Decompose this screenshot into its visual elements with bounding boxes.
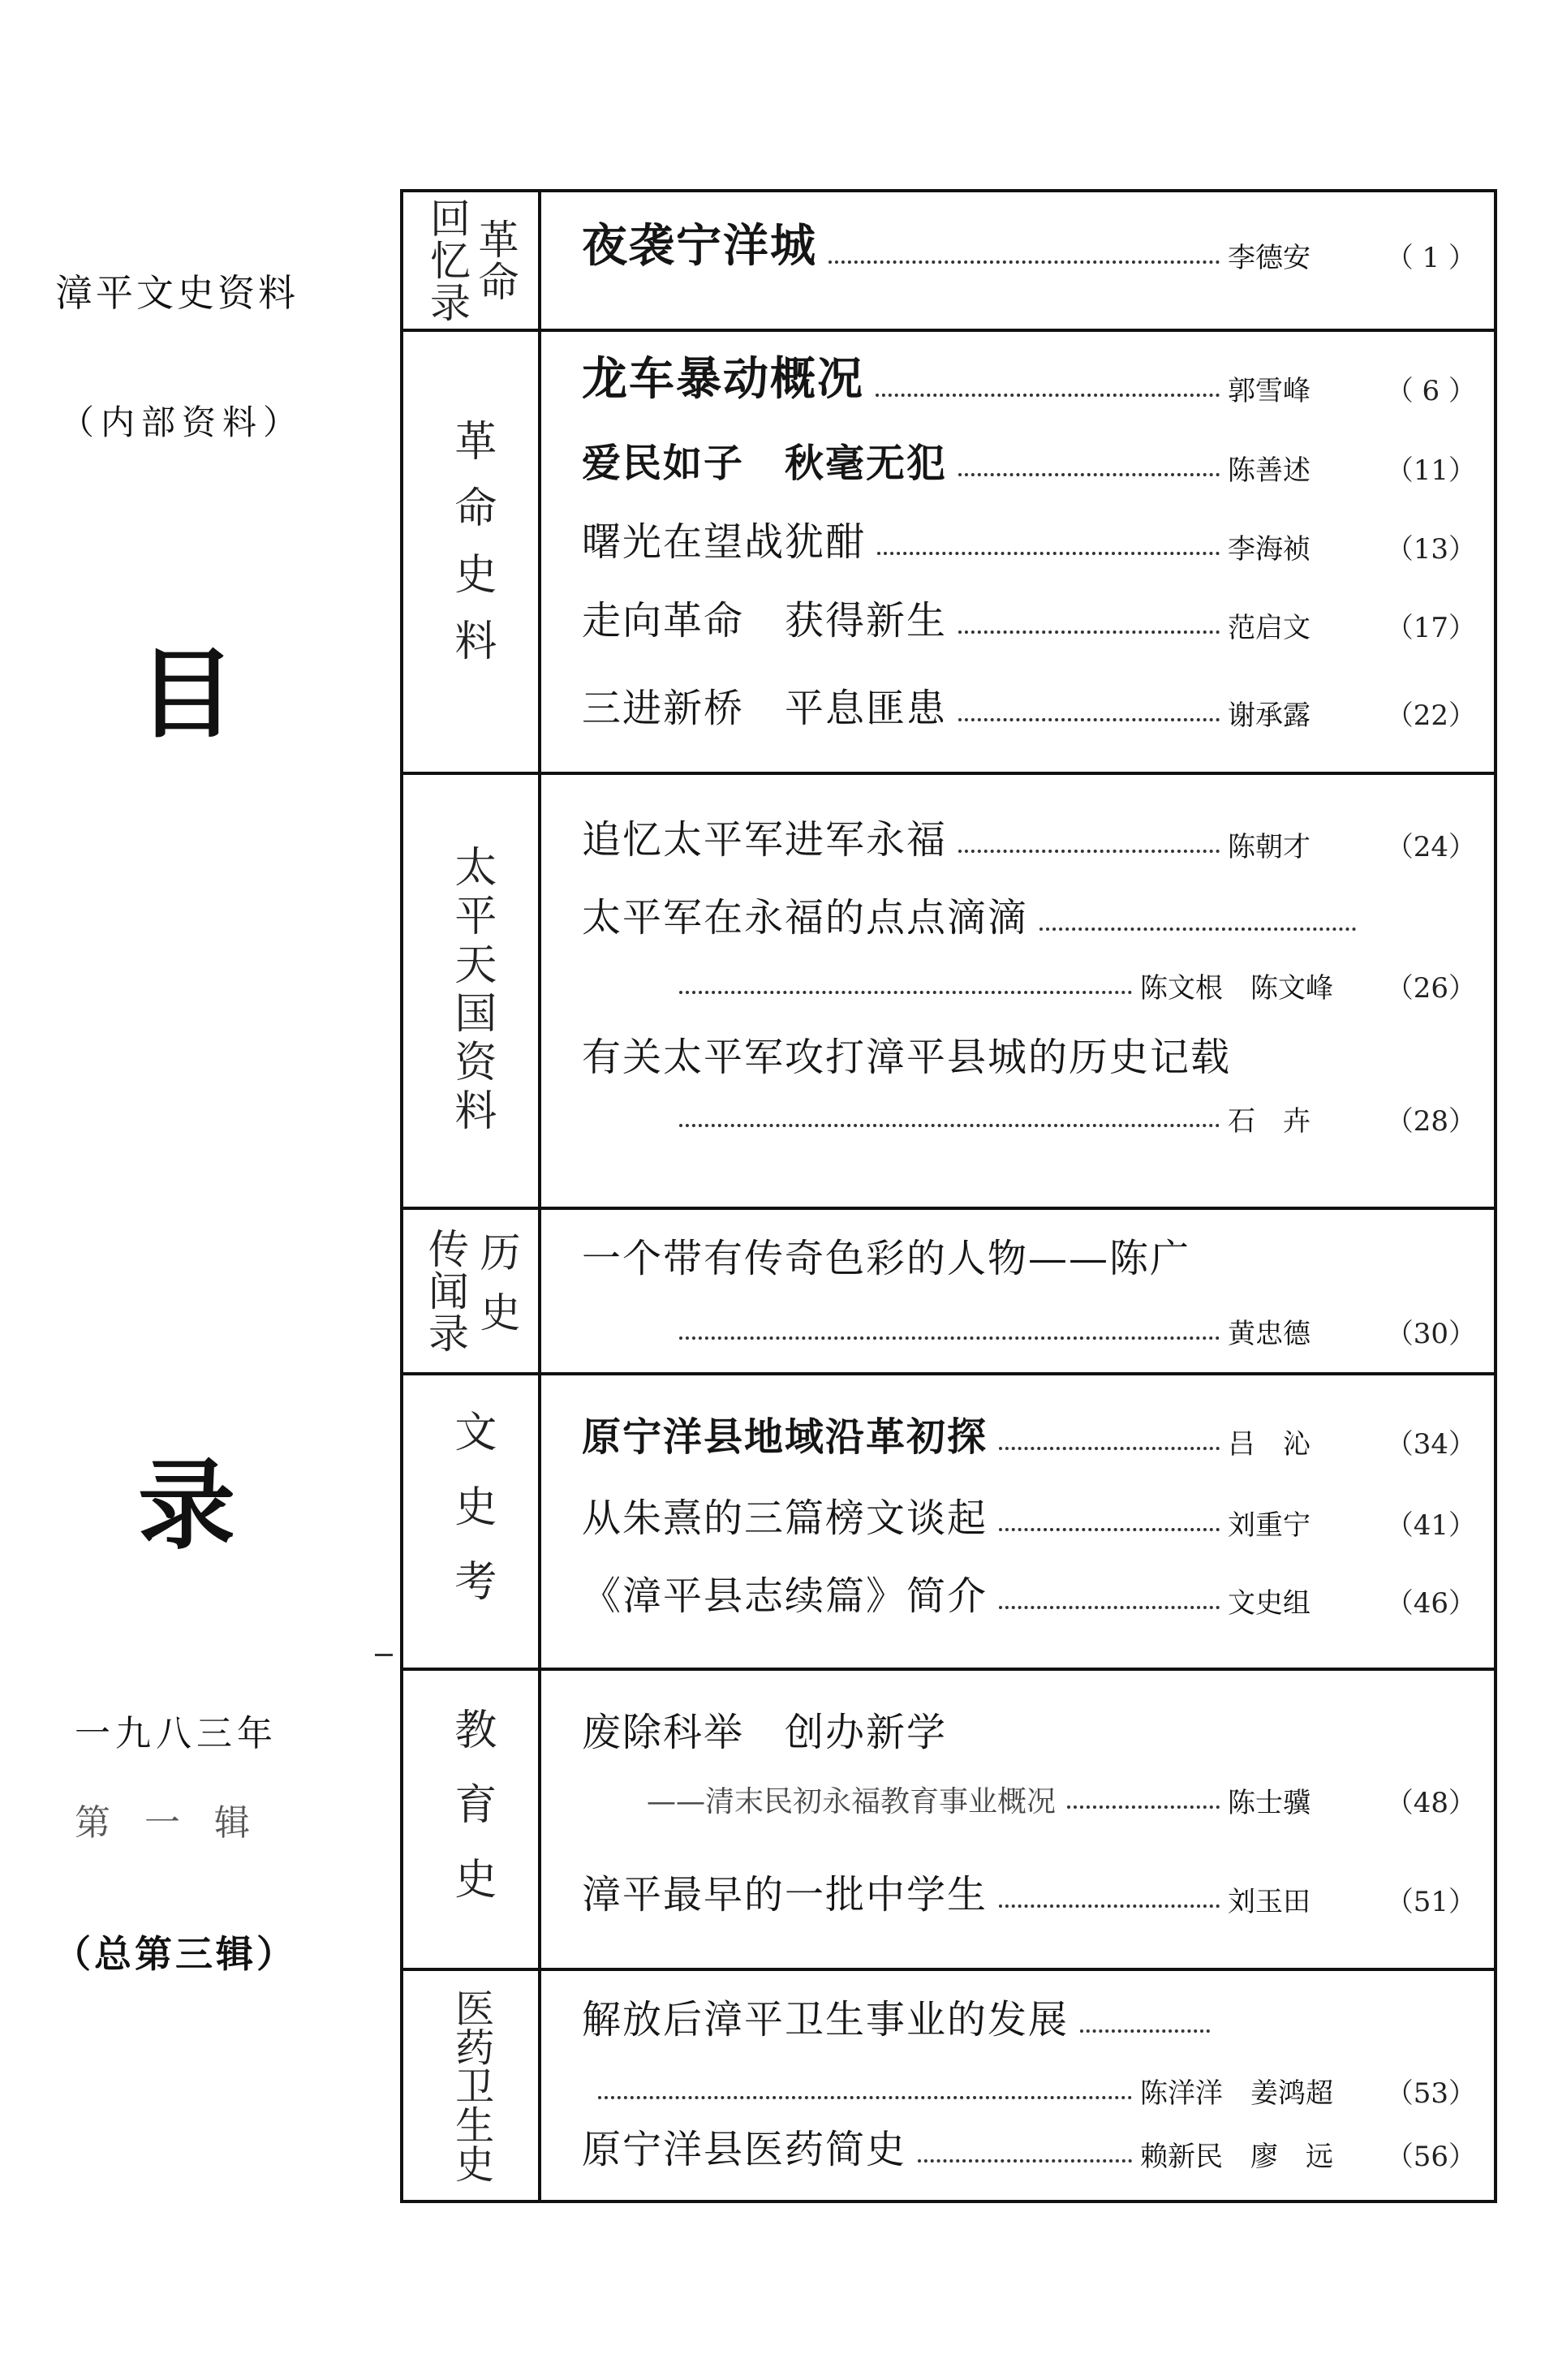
dot-leader [999, 1528, 1220, 1531]
entry-page: （53） [1385, 2077, 1476, 2110]
toc-entry[interactable] [582, 1867, 1494, 1919]
dot-leader [958, 718, 1220, 721]
dot-leader [958, 850, 1220, 853]
section-label [403, 1375, 541, 1668]
entry-page: （ 1 ） [1385, 242, 1476, 274]
internal-note: （内部资料） [60, 402, 304, 442]
section-label [403, 192, 541, 329]
entry-author: 李海祯 [1228, 533, 1311, 566]
toc-entry[interactable] [582, 681, 1494, 733]
section-label-col2: 回忆录 [424, 197, 471, 324]
entry-title: 曙光在望战犹酣 [582, 519, 867, 565]
dot-leader [877, 552, 1220, 555]
entry-author: 陈朝才 [1228, 831, 1311, 863]
section-label-col1: 革命 [471, 218, 519, 303]
section-education-history [403, 1671, 1494, 1971]
entry-author: 石 卉 [1228, 1105, 1311, 1138]
entry-page: （30） [1385, 1318, 1476, 1350]
dot-leader [1080, 2029, 1210, 2033]
entry-title: 三进新桥 平息匪患 [582, 686, 948, 731]
entry-title: 从朱熹的三篇榜文谈起 [582, 1496, 988, 1541]
toc-entry-author-line[interactable] [679, 953, 1494, 1005]
entry-page: （41） [1385, 1509, 1476, 1542]
toc-entry[interactable] [582, 353, 1494, 408]
entry-title: 夜袭宁洋城 [582, 220, 817, 273]
entry-page: （11） [1385, 454, 1476, 487]
section-label [403, 1210, 541, 1372]
dot-leader [679, 1124, 1220, 1127]
toc-entry-author-line[interactable] [679, 1087, 1494, 1138]
toc-entry[interactable] [582, 514, 1494, 566]
toc-entry-title-line[interactable] [582, 1705, 1494, 1757]
entry-page: （28） [1385, 1105, 1476, 1138]
entry-title: 原宁洋县地域沿革初探 [582, 1414, 988, 1460]
toc-entry-title-line[interactable] [582, 1030, 1494, 1082]
section-label [403, 332, 541, 772]
section-revolution-memoir [403, 192, 1494, 332]
dot-leader [1067, 1805, 1220, 1809]
section-label-text: 革命史料 [446, 419, 496, 685]
entry-author: 陈文根 陈文峰 [1140, 972, 1333, 1005]
section-label [403, 1971, 541, 2200]
entry-page: （26） [1385, 972, 1476, 1005]
heading-char-lu: 录 [138, 1450, 235, 1563]
dot-leader [598, 2096, 1132, 2099]
toc-entry[interactable] [582, 436, 1494, 488]
dot-leader [828, 260, 1220, 264]
entry-author: 谢承露 [1228, 699, 1311, 732]
section-historical-legends [403, 1210, 1494, 1375]
entry-page: （22） [1385, 699, 1476, 732]
entry-page: （34） [1385, 1428, 1476, 1461]
dot-leader [1039, 927, 1356, 931]
section-label-text: 太平天国资料 [446, 845, 496, 1137]
section-taiping-materials [403, 775, 1494, 1210]
section-medical-health-history [403, 1971, 1494, 2200]
dot-leader [958, 473, 1220, 476]
section-label-col2: 传闻录 [422, 1228, 469, 1354]
table-of-contents [400, 189, 1497, 2203]
entry-subtitle: ——清末民初永福教育事业概况 [647, 1785, 1057, 1818]
dot-leader [999, 1904, 1220, 1908]
entry-title: 走向革命 获得新生 [582, 598, 948, 643]
entry-title: 太平军在永福的点点滴滴 [582, 895, 1029, 940]
entry-author: 刘玉田 [1228, 1886, 1311, 1918]
toc-entry-author-line[interactable] [679, 1299, 1494, 1351]
dot-leader [679, 991, 1132, 994]
entry-author: 吕 沁 [1228, 1428, 1311, 1461]
heading-char-mu: 目 [138, 639, 235, 751]
issue-number: 第一辑 [75, 1802, 284, 1844]
publication-title: 漳平文史资料 [55, 271, 299, 315]
entry-author: 文史组 [1228, 1587, 1311, 1620]
toc-entry-author-line[interactable] [598, 2059, 1494, 2111]
entry-page: （56） [1385, 2141, 1476, 2173]
publication-year: 一九八三年 [75, 1713, 278, 1754]
section-label-text: 文史考 [446, 1409, 496, 1633]
entry-title: 一个带有传奇色彩的人物——陈广 [582, 1236, 1191, 1281]
toc-entry[interactable] [582, 220, 1494, 275]
entry-author: 李德安 [1228, 242, 1311, 274]
entry-page: （13） [1385, 533, 1476, 566]
dot-leader [999, 1447, 1220, 1450]
section-revolution-history [403, 332, 1494, 775]
toc-entry-title-line[interactable] [582, 890, 1364, 942]
toc-entry[interactable] [582, 2122, 1494, 2174]
entry-author: 陈洋洋 姜鸿超 [1140, 2077, 1333, 2110]
entry-title: 爱民如子 秋毫无犯 [582, 441, 948, 486]
toc-entry[interactable] [582, 1491, 1494, 1543]
entry-page: （24） [1385, 831, 1476, 863]
section-literary-history-research [403, 1375, 1494, 1671]
margin-mark [375, 1654, 393, 1656]
entry-author: 陈善述 [1228, 454, 1311, 487]
dot-leader [679, 1336, 1220, 1340]
section-label-text: 教育史 [446, 1707, 496, 1931]
entry-page: （51） [1385, 1886, 1476, 1918]
entry-page: （17） [1385, 612, 1476, 644]
entry-author: 范启文 [1228, 612, 1311, 644]
toc-entry[interactable] [582, 593, 1494, 645]
entry-author: 郭雪峰 [1228, 375, 1311, 407]
dot-leader [958, 631, 1220, 634]
dot-leader [918, 2159, 1132, 2163]
entry-page: （48） [1385, 1787, 1476, 1819]
entry-author: 赖新民 廖 远 [1140, 2141, 1333, 2173]
entry-author: 陈士骥 [1228, 1787, 1311, 1819]
entry-title: 《漳平县志续篇》简介 [582, 1573, 988, 1619]
section-label-col1: 历史 [473, 1231, 521, 1351]
entry-title: 有关太平军攻打漳平县城的历史记载 [582, 1035, 1232, 1080]
dot-leader [876, 394, 1220, 397]
entry-page: （ 6 ） [1385, 375, 1476, 407]
toc-entry[interactable] [582, 812, 1494, 864]
entry-author: 刘重宁 [1228, 1509, 1311, 1542]
entry-title: 原宁洋县医药简史 [582, 2127, 907, 2172]
dot-leader [999, 1606, 1220, 1609]
entry-page: （46） [1385, 1587, 1476, 1620]
entry-author: 黄忠德 [1228, 1318, 1311, 1350]
entry-title: 龙车暴动概况 [582, 353, 864, 406]
section-label [403, 1671, 541, 1968]
toc-entry[interactable] [582, 1409, 1494, 1461]
total-issue: （总第三辑） [54, 1932, 297, 1976]
entry-title: 追忆太平军进军永福 [582, 817, 948, 863]
entry-title: 漳平最早的一批中学生 [582, 1872, 988, 1917]
section-label [403, 775, 541, 1207]
toc-entry-subtitle-line[interactable] [647, 1775, 1494, 1820]
entry-title: 废除科举 创办新学 [582, 1710, 948, 1755]
toc-entry[interactable] [582, 1569, 1494, 1620]
toc-entry-title-line[interactable] [582, 1992, 1218, 2044]
entry-title: 解放后漳平卫生事业的发展 [582, 1997, 1070, 2042]
toc-entry-title-line[interactable] [582, 1231, 1494, 1283]
cover-left-column [0, 0, 373, 2380]
section-label-text: 医药卫生史 [448, 1988, 494, 2183]
